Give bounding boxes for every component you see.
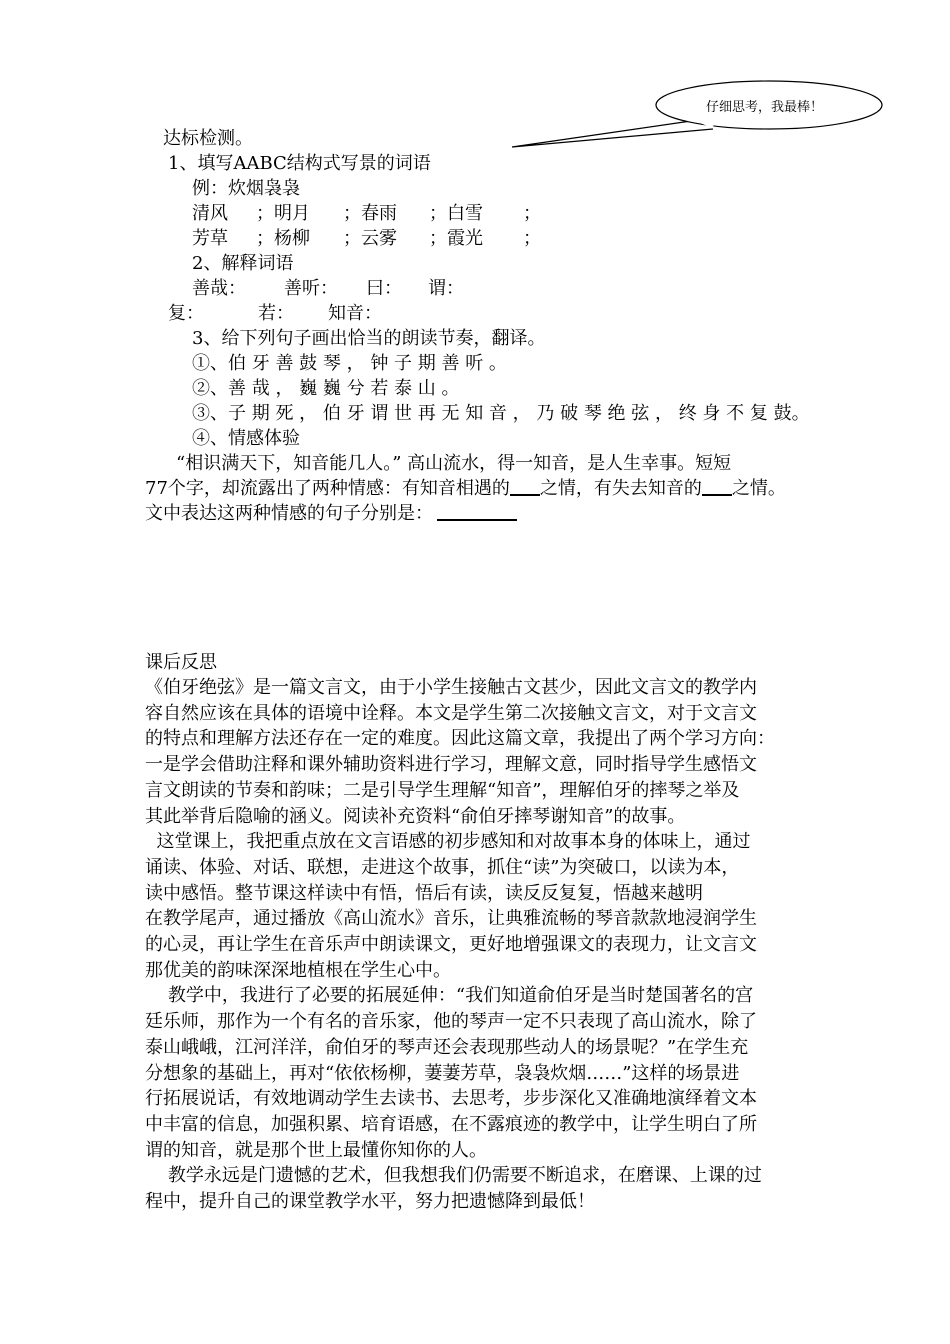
q1-word: ；霞光 (429, 228, 483, 249)
q1-example: 例：炊烟袅袅 (192, 178, 300, 199)
emotion-text: 77个字，却流露出了两种情感：有知音相遇的 (145, 478, 510, 499)
q2-term: 复： (168, 303, 204, 324)
q2-term: 若： (258, 303, 294, 324)
reflection-line: 谓的知音，就是那个世上最懂你知你的人。 (145, 1139, 487, 1161)
emotion-line-3 (145, 501, 517, 527)
speech-bubble (0, 0, 950, 160)
reflection-heading: 课后反思 (145, 652, 217, 673)
reflection-line: 的心灵，再让学生在音乐声中朗读课文，更好地增强课文的表现力，让文言文 (145, 934, 757, 956)
q3-sentence-3: ③、子 期 死 ， 伯 牙 谓 世 再 无 知 音 ， 乃 破 琴 绝 弦 ， 终 身 不 复 鼓。 (192, 403, 810, 424)
q2-term: 善哉： (192, 278, 246, 299)
reflection-line: 行拓展说话，有效地调动学生去读书、去思考，步步深化又准确地演绎着文本 (145, 1088, 757, 1110)
reflection-line: 教学永远是门遗憾的艺术，但我想我们仍需要不断追求，在磨课、上课的过 (145, 1165, 762, 1187)
q2-term: 谓： (428, 278, 464, 299)
fill-blank (437, 501, 517, 521)
emotion-text: 文中表达这两种情感的句子分别是： (145, 503, 433, 524)
q3-sentence-4: ④、情感体验 (192, 428, 300, 449)
q1-word: 芳草 (192, 228, 228, 249)
reflection-line: 程中，提升自己的课堂教学水平，努力把遗憾降到最低！ (145, 1191, 595, 1213)
q1-word: ；明月 (256, 203, 310, 224)
q1-word: 清风 (192, 203, 228, 224)
emotion-text: 之情，有失去知音的 (539, 478, 702, 499)
reflection-body (145, 675, 825, 1215)
emotion-text: 之情。 (731, 478, 786, 499)
q1-word: ；杨柳 (256, 228, 310, 249)
q1-word: ；云雾 (343, 228, 397, 249)
q1-title: 1、填写AABC结构式写景的词语 (168, 153, 431, 174)
emotion-line-2 (145, 476, 786, 502)
fill-blank (702, 476, 732, 496)
q1-word: ； (523, 203, 541, 224)
q2-title: 2、解释词语 (192, 253, 294, 274)
reflection-line: 一是学会借助注释和课外辅助资料进行学习，理解文意，同时指导学生感悟文 (145, 754, 757, 776)
q2-term: 知音： (328, 303, 382, 324)
emotion-line-1: “相识满天下，知音能几人。” 高山流水，得一知音，是人生幸事。短短 (176, 453, 732, 474)
exercise-heading: 达标检测。 (163, 128, 253, 149)
q3-title: 3、给下列句子画出恰当的朗读节奏，翻译。 (192, 328, 546, 349)
q3-sentence-2: ②、善 哉 ， 巍 巍 兮 若 泰 山 。 (192, 378, 460, 399)
reflection-line: 中丰富的信息，加强积累、培育语感，在不露痕迹的教学中，让学生明白了所 (145, 1113, 757, 1135)
q1-word: ；白雪 (429, 203, 483, 224)
q2-row-1 (192, 276, 464, 302)
reflection-line: 的特点和理解方法还存在一定的难度。因此这篇文章，我提出了两个学习方向： (145, 728, 775, 750)
reflection-line: 在教学尾声，通过播放《高山流水》音乐，让典雅流畅的琴音款款地浸润学生 (145, 908, 757, 930)
reflection-line: 读中感悟。整节课这样读中有悟，悟后有读，读反反复复，悟越来越明 (145, 882, 703, 904)
q1-row-2 (192, 226, 541, 252)
reflection-line: 其此举背后隐喻的涵义。阅读补充资料“俞伯牙摔琴谢知音”的故事。 (145, 805, 686, 827)
q2-term: 善听： (284, 278, 338, 299)
q2-row-2 (168, 301, 382, 327)
reflection-line: 言文朗读的节奏和韵味；二是引导学生理解“知音”，理解伯牙的摔琴之举及 (145, 779, 740, 801)
reflection-line: 教学中，我进行了必要的拓展延伸：“我们知道俞伯牙是当时楚国著名的宫 (145, 985, 754, 1007)
reflection-line: 《伯牙绝弦》是一篇文言文，由于小学生接触古文甚少，因此文言文的教学内 (145, 677, 757, 698)
reflection-line: 诵读、体验、对话、联想，走进这个故事，抓住“读”为突破口，以读为本， (145, 856, 740, 878)
reflection-line: 廷乐师，那作为一个有名的音乐家，他的琴声一定不只表现了高山流水，除了 (145, 1011, 757, 1033)
reflection-line: 分想象的基础上，再对“依依杨柳，萋萋芳草，袅袅炊烟……”这样的场景进 (145, 1062, 740, 1084)
callout-text: 仔细思考，我最棒！ (706, 100, 824, 115)
q3-sentence-1: ①、伯 牙 善 鼓 琴 ， 钟 子 期 善 听 。 (192, 353, 507, 374)
q2-term: 曰： (366, 278, 402, 299)
reflection-line: 容自然应该在具体的语境中诠释。本文是学生第二次接触文言文，对于文言文 (145, 702, 757, 724)
fill-blank (510, 476, 540, 496)
q1-word: ；春雨 (343, 203, 397, 224)
q1-row-1 (192, 201, 541, 227)
reflection-line: 这堂课上，我把重点放在文言语感的初步感知和对故事本身的体味上，通过 (145, 831, 751, 853)
reflection-line: 那优美的韵味深深地植根在学生心中。 (145, 959, 451, 981)
reflection-line: 泰山峨峨，江河洋洋，俞伯牙的琴声还会表现那些动人的场景呢？”在学生充 (145, 1036, 749, 1058)
q1-word: ； (523, 228, 541, 249)
